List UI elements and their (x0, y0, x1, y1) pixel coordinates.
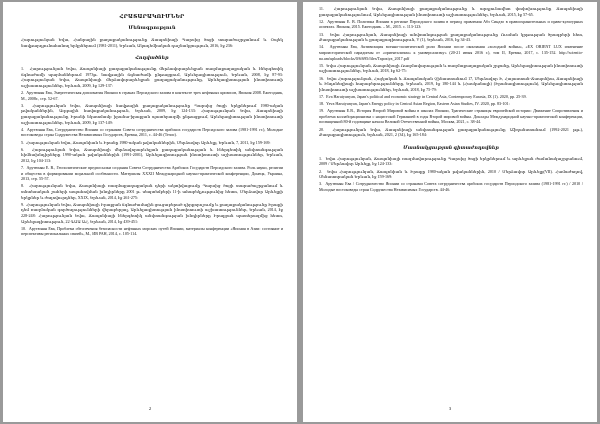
articles-list (21, 66, 283, 237)
publications-heading: ՀՐԱՏԱՐԱԿՈՒՄՆԵՐ (119, 14, 185, 20)
entry-text: Եվա Հարությունյան, Ճապոնիան և Իրաքը 1980-ական թվականներին, 2010 / Մերձավոր Արևելք(VII). Համաժողով, Սենատորական Երևան, էջ 159-169: (319, 168, 583, 180)
article-entry (21, 165, 283, 182)
article-entry (319, 108, 583, 125)
article-entry (319, 19, 583, 30)
entry-number: 2. (21, 89, 25, 95)
conferences-list (319, 156, 583, 193)
entry-text: Арутюнян Ева, Энергетическая дипломатия Японии в странах Персидского залива в контексте трех нефтяных кризисов, Япония 2008. Ежегодник, М., 2008г., стр. 52-67. (21, 89, 284, 101)
conference-entry (319, 169, 583, 180)
article-entry (319, 63, 583, 74)
entry-number: 1. (21, 66, 25, 71)
entry-number: 5. (21, 139, 25, 145)
entry-number: 3. (21, 102, 25, 108)
article-entry (319, 76, 583, 93)
conferences-heading: Մասնակցության գիտաժողովներ (403, 145, 499, 151)
articles-heading: Հոդվածներ (135, 56, 169, 61)
article-entry (21, 90, 283, 101)
monograph-heading: Մենագրություն (128, 26, 176, 31)
entry-number: 7. (21, 165, 25, 171)
entry-text: Հարությունյան Եվա, Ճապոնիայի քաղաքականությունը և արդյունավետ փոփոխությունը Ճապոնիայի քաղաքականությունում, Արևելագիտության ինստիտուտի աշխատություններ, Երևան, 2015, էջ 57-65. (319, 6, 584, 17)
page-number-right: 3 (448, 406, 452, 411)
entry-text: Арутюнян Ева, Сотрудничество Японии со странами Совета сотрудничества арабских государств Персидского залива (1981-1991 гг.), Молодые востоковеды стран Содружества Независимых Государств, Ереван, 2011, с. 44-46 (Тезис). (21, 126, 283, 138)
conference-entry (319, 156, 583, 167)
entry-text: Арутюнян Е. В. Политика Японии в регионе Персидского залива в период правления Абэ Синдзо в правоохранительных и право-культурных аспектах. Япония, 2015. Ежегодник. – М., 2015. с. 113-123: (319, 18, 584, 30)
article-entry (21, 202, 283, 224)
entry-text: Հարությունյան Եվա, Ճապոնիայի նավթային քաղաքականությունը Պարսից ծոցի երկրներում 1980-ական թվականներին, Ազգային հավաքականություն, Երևան, 2009, էջ 124-133: Հարությունյան Եվա, Ճապոնիայի քաղաքականությունը Իրանի նկատմամբ իրանա-իրաքյան պատերազմի ընթացքում, Արևելագիտության ինստիտուտի աշխատություններ, Երևան, 2009, էջ 137-149: (21, 102, 283, 125)
entry-text: Եվա Հարությունյան, Ճապոնիայի Ռազմավարության և ռազմաքաղաքական շրջանը, Արևելագիտության ինստիտուտի աշխատություններ, Երևան, 2018, էջ 62-75: (319, 62, 583, 74)
article-entry (21, 147, 283, 164)
entry-number: 17. (319, 93, 325, 99)
article-entry (319, 101, 583, 107)
entry-number: 8. (21, 183, 25, 189)
article-entry (319, 32, 583, 43)
entry-number: 14. (319, 44, 325, 50)
entry-text: Եվա Հարությունյան, Ճապոնիայի ռազմավարությունը Պարսից ծոցի երկրներում և արևելյան ժամանակաշրջանում, 2009 / Մերձավոր Արևելք, էջ 124-133: (319, 155, 583, 167)
entry-text: Арутюнян Е. В., Геополитические предпосылки создания Совета Сотрудничества Арабских Государств Персидского залива. Роль науки, религии и общества в формировании моральной особенности. Материалы XXXII Международной научно-практической конференции, Донецк, Украина, 2013, стр. 55-57. (21, 165, 284, 182)
entry-text: Հարությունյան Եվա, Ճապոնիայի մերձավորարևելյան քաղաքականության և էներգետիկ անվտանգության հիմնախնդիրները 1990-ական թվականներին (1991-2001), Արևելագիտության ինստիտուտի աշխատություններ, Երևան, 2012, էջ 104-113: (21, 146, 283, 163)
entry-number: 15. (319, 62, 325, 68)
article-entry (21, 103, 283, 125)
entry-number: 10. (21, 225, 27, 231)
entry-text: Арутюнян Ева, Проблема обеспечения безопасности нефтяных морских путей Японии, материалы конференции «Япония в Азии: состояние и перспективы региональных связей», М., ИВ РАН, 2014, с. 105-114. (21, 225, 284, 237)
entry-number: 16. (319, 75, 325, 81)
articles-list-continued (319, 6, 583, 138)
entry-text: Арутюнян Е.В., История Второй Мировой войны в школах Японии, Трагические страницы европейской истории: Движение Сопротивления и проблема коллаборационизма с нацистской Германией в годы Второй мировой войны. Доклады Международной научно-практической конференции, посвященной 80-й годовщине начала Великой Отечественной войны, Москва, 2021, с. 38-44. (319, 108, 583, 125)
entry-number: 3. (319, 181, 323, 187)
entry-number: 18. (319, 101, 325, 107)
entry-text: Հարությունյան Եվա, Ճապոնիան և Իրանը 1980-ական թվականներին, Մերձավոր Արևելք, Երևան, 7, 2011, էջ 159-169: (26, 139, 271, 145)
page-number-left: 2 (148, 406, 152, 411)
entry-text: Арутюнян Ева, Активизация военно-политической роли Японии после окончания «холодной войны», «EX ORIENT LUX изменение мироисторической парадигмы от «ориентализма» к универсализму» (20-21 июня 2016 г.), том II, Ереван, 2017, с. 135-152. http://scientio-na.am/uploads/blocks/0/6/695/files/Tapoziya_2017.pdf (319, 44, 584, 61)
monograph-entry: Հարությունյան Եվա, Հանրային քաղաքականությունը Ճապոնիայի Պարսից ծոցի տարածաշրջանում և Օպեկ նավթարդյունահանող երկրներում (1981-2011), Երևան, Ակադեմիական դաշնակցություն, 2016, էջ 236: (21, 37, 283, 48)
entry-number: 6. (21, 146, 25, 152)
right-page (303, 2, 597, 422)
entry-text: Հարությունյան Եվա, Ճապոնիայի քաղաքականությունը մերձավորարևելյան ռազմաքաղաքական և էներգետիկ ճգնաժամի պայմաններում 1973թ. նավթային ճգնաժամի ընթացքում, Արևելագիտություն, Երևան, 2008, էջ 87-93: Հարությունյան Եվա, Ճապոնիայի մերձավորարևելյան քաղաքականությունը, Արևելագիտության ինստիտուտի աշխատություններ, Երևան, 2009, էջ 129-137: (21, 66, 283, 88)
entry-text: Yeva Harutyunyan, Japan's Energy policy in Central Asian Region, Eastern Asian Studies, IV. 2020, pp. 83-101: (326, 101, 510, 107)
entry-text: Հարությունյան Եվա, Ճապոնիայի ռազմաքաղաքական դերի ակտիվացումը Պարսից ծոցի տարածաշրջանում և տնտեսական շահերի ապահովման խնդիրները 2001 թ. սեպտեմբերի 11-ի ահաբեկչությունից հետո, Մերձավոր Արևելքի երկրներ և ժողովուրդներ, XXIX, Երևան, 2014, էջ 261-275: (21, 183, 283, 200)
entry-number: 2. (319, 168, 323, 174)
article-entry (21, 183, 283, 200)
entry-text: Eva Harutyunyan, Japan's political and economic strategy in Central Asia, Contemporary Eurasia, IX (1). 2020, pp. 25-39. (326, 93, 527, 99)
article-entry (319, 44, 583, 61)
entry-number: 12. (319, 18, 325, 24)
article-entry (21, 66, 283, 88)
entry-number: 4. (21, 126, 25, 132)
entry-number: 11. (319, 6, 324, 11)
entry-number: 20. (319, 126, 325, 132)
entry-text: Հարությունյան Եվա, Ճապոնիայի անվտանգության քաղաքականությունը Աֆղանստանում (1992-2021 թթ.), Քաղաքագիտություն, Երևան, 2021, 2 (34), էջ 165-184: (319, 126, 583, 138)
entry-number: 1. (319, 155, 323, 161)
left-page (3, 2, 297, 422)
article-entry (319, 127, 583, 138)
entry-text: Հարությունյան Եվա, Ճապոնիայի Իրաքյան ճգնաժամային ցուցաբերած դիրքորոշումը և քաղաքականությունը Իրաքի դեմ ռազմական գործողությունների վերաբերյալ, Արևելագիտության ինստիտուտի աշխատություններ, Երևան, 2014, էջ 228-248: Հարությունյան Եվա, Ճապոնիայի էներգետիկ անվտանգության խնդիրները Իրաքյան պատերազմից հետո, Արևելագիտություն, 22 ԳԱԱ ԱՀ, Երևան, 2014, էջ 439-451: (21, 201, 283, 224)
entry-text: Եվա Հարությունյան, Ճապոնիայի անվտանգության քաղաքականությունը Ուսման կրթության ծրագրերի հետ, Քաղաքականության և քաղաքագիտություն, V (1), Երևան, 2016, էջ 34-43. (319, 31, 583, 43)
article-entry (319, 6, 583, 17)
article-entry (319, 94, 583, 100)
entry-number: 13. (319, 31, 325, 37)
article-entry (21, 127, 283, 138)
article-entry (21, 140, 283, 146)
entry-number: 19. (319, 108, 325, 114)
entry-number: 9. (21, 201, 25, 207)
entry-text: Եվա Հարությունյան, Հայկական և Ճապոնական Չինաստանում 17, Մերձավոր Ի, Հայաստան-Ճապոնիա, Ճապոնիայի և Ինդոնեզիայի հարաբերությունները, Երևան, 2019, էջ 180-144 և (Հասկանալի) (Իրանագիտություն), Արևելագիտության ինստիտուտի աշխատություններ, Երևան, 2018, էջ 75-79: (319, 75, 583, 92)
entry-text: Арутюнян Ева / Сотрудничество Японии со странами Совета сотрудничества арабских государств Персидского залива (1981-1991 гг.) / 2010 / Молодые востоковеды стран Содружества Независимых Государств. 44-46. (319, 181, 584, 192)
article-entry (21, 226, 283, 237)
conference-entry (319, 181, 583, 192)
